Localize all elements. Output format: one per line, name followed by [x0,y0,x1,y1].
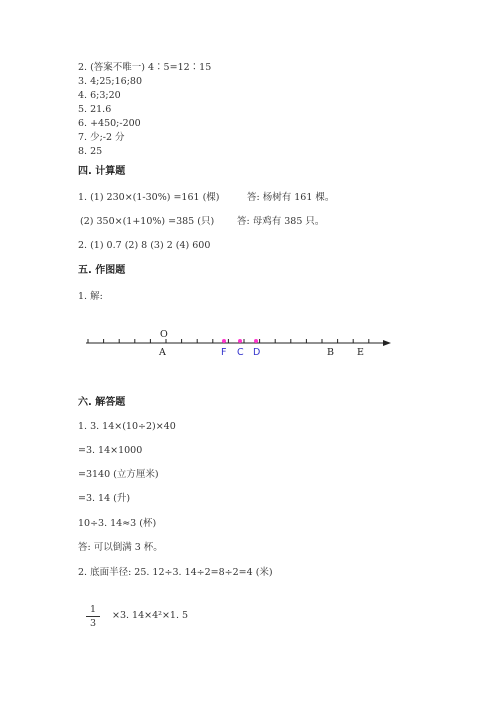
section-title-solve: 六. 解答题 [78,397,126,408]
label-D: D [253,347,261,358]
fraction-one-third [86,604,100,629]
calc-q1-part1-answer: 答: 杨树有 161 棵。 [247,192,335,203]
calc-q1-part2-answer: 答: 母鸡有 385 只。 [237,216,325,227]
origin-label: O [160,329,168,340]
label-C: C [237,347,244,358]
label-F: F [221,347,227,358]
solve-line-6: 答: 可以倒满 3 杯。 [78,542,163,553]
solve-line-7: 2. 底面半径: 25. 12÷3. 14÷2=8÷2=4 (米) [78,567,273,578]
drawing-q1: 1. 解: [78,291,103,302]
answer-line-6: 6. +450;-200 [78,118,141,129]
section-title-calculation: 四. 计算题 [78,166,126,177]
answer-line-3: 3. 4;25;16;80 [78,76,142,87]
point-D [254,339,258,343]
solve-line-4: =3. 14 (升) [78,493,131,504]
fraction-denominator: 3 [89,618,97,629]
label-E: E [357,347,364,358]
answer-line-8: 8. 25 [78,146,103,157]
label-A: A [159,347,166,358]
section-title-drawing: 五. 作图题 [78,265,126,276]
calc-q1-part2: (2) 350×(1+10%) =385 (只) [80,216,215,227]
solve-line-5: 10÷3. 14≈3 (杯) [78,518,157,529]
point-F [222,339,226,343]
solve-line-2: =3. 14×1000 [78,445,143,456]
solve-line-3: =3140 (立方厘米) [78,469,159,480]
solve-line-1: 1. 3. 14×(10÷2)×40 [78,421,176,432]
label-B: B [327,347,334,358]
calc-q1-part1: 1. (1) 230×(1-30%) =161 (棵) [78,192,220,203]
answer-line-7: 7. 少;-2 分 [78,132,125,143]
point-C [238,339,242,343]
answer-line-5: 5. 21.6 [78,104,112,115]
arrow-head-icon [383,340,391,346]
answer-line-2: 2. (答案不唯一) 4∶5=12∶15 [78,62,212,73]
answer-line-4: 4. 6;3;20 [78,90,121,101]
number-line-ticks [88,339,369,343]
volume-expression: ×3. 14×4²×1. 5 [112,610,189,621]
fraction-numerator: 1 [89,604,97,615]
calc-q2: 2. (1) 0.7 (2) 8 (3) 2 (4) 600 [78,240,211,251]
fraction-bar [86,616,100,617]
